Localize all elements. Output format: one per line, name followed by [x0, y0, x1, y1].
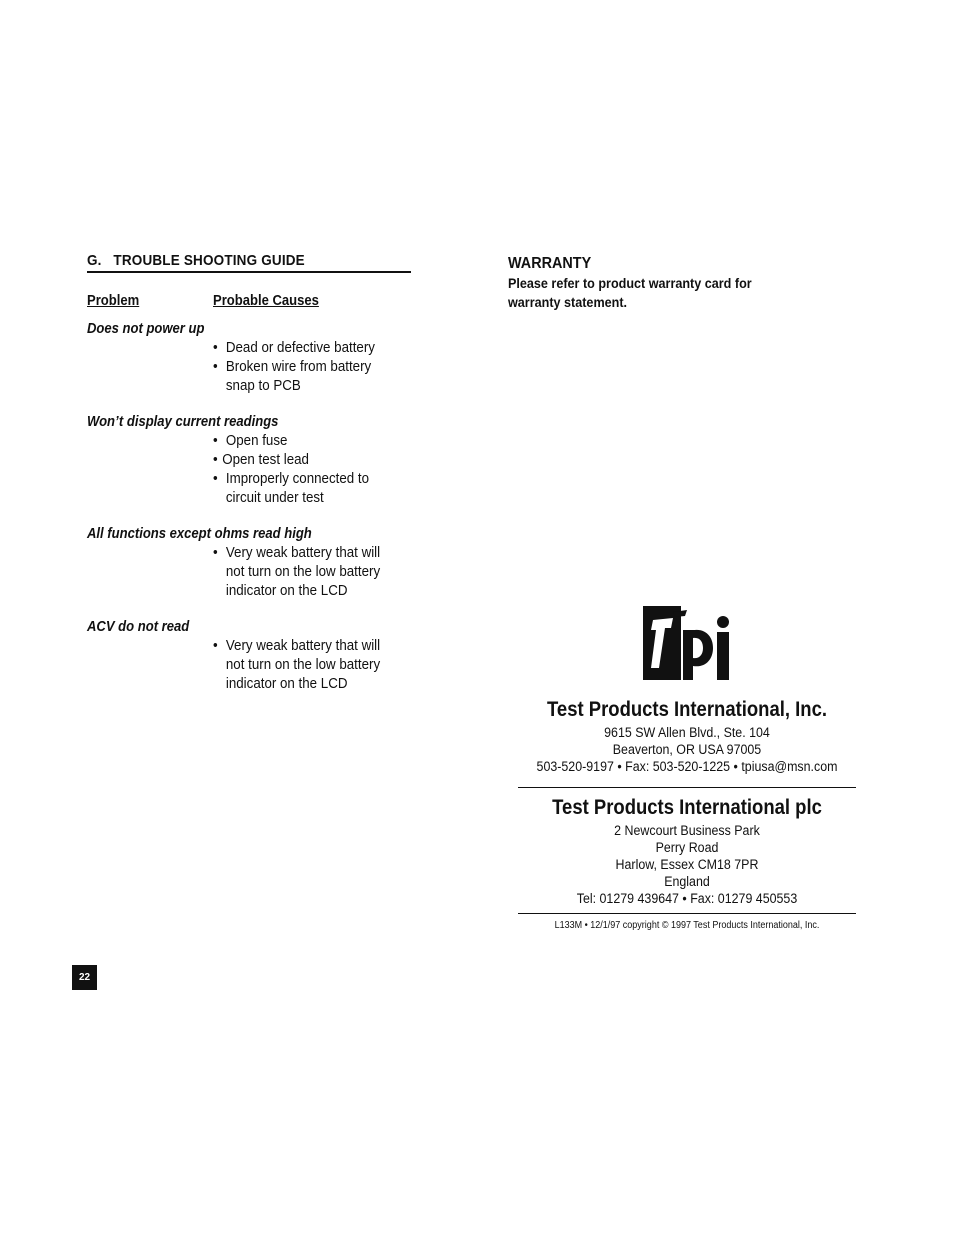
cause-item: • Very weak battery that will not turn on the low battery indicator on the LCD [213, 637, 428, 694]
warranty-text: Please refer to product warranty card for warranty statement. [508, 275, 752, 310]
cause-item: • Broken wire from battery snap to PCB [213, 358, 428, 396]
company-us-name: Test Products International, Inc. [546, 698, 827, 721]
company-uk-address-line: 2 Newcourt Business Park [614, 823, 760, 838]
company-info [518, 696, 856, 933]
cause-list [87, 339, 447, 396]
company-uk-address-line: Perry Road [655, 840, 719, 855]
troubleshooting-section [87, 252, 447, 694]
company-uk-contact: Tel: 01279 439647 • Fax: 01279 450553 [576, 891, 798, 906]
company-uk-address-line: England [664, 874, 710, 889]
problem-item [87, 320, 447, 396]
problem-column-header: Problem [87, 293, 140, 309]
cause-item: • Improperly connected to circuit under test [213, 470, 428, 508]
company-uk-address-line: Harlow, Essex CM18 7PR [615, 857, 759, 872]
warranty-title: WARRANTY [508, 255, 592, 272]
problem-title: All functions except ohms read high [87, 526, 312, 542]
problem-item [87, 618, 447, 694]
divider [518, 913, 856, 914]
causes-column-header: Probable Causes [213, 293, 319, 309]
cause-item: • Dead or defective battery [213, 339, 428, 358]
tpi-logo-graphic [643, 606, 731, 680]
cause-item: • Open test lead [213, 451, 428, 470]
divider [518, 787, 856, 788]
cause-list [87, 637, 447, 694]
page-number-badge [72, 965, 97, 990]
company-us-contact: 503-520-9197 • Fax: 503-520-1225 • tpiusa@msn.com [536, 759, 838, 774]
cause-item: • Very weak battery that will not turn on the low battery indicator on the LCD [213, 544, 428, 601]
tpi-logo-icon [643, 606, 731, 680]
problem-title: Does not power up [87, 321, 205, 337]
column-headers [87, 293, 447, 313]
troubleshooting-heading: G. TROUBLE SHOOTING GUIDE [87, 252, 411, 273]
page-number: 22 [78, 972, 91, 983]
copyright-notice: L133M • 12/1/97 copyright © 1997 Test Products International, Inc. [554, 920, 820, 931]
problem-title: ACV do not read [87, 619, 190, 635]
problem-item [87, 413, 447, 508]
company-us-address-line: 9615 SW Allen Blvd., Ste. 104 [604, 725, 770, 740]
company-uk-name: Test Products International plc [552, 796, 822, 819]
company-us-address-line: Beaverton, OR USA 97005 [612, 742, 762, 757]
cause-list [87, 544, 447, 601]
cause-item: • Open fuse [213, 432, 428, 451]
problem-item [87, 525, 447, 601]
warranty-section [508, 254, 838, 312]
cause-list [87, 432, 447, 508]
problem-title: Won’t display current readings [87, 414, 279, 430]
